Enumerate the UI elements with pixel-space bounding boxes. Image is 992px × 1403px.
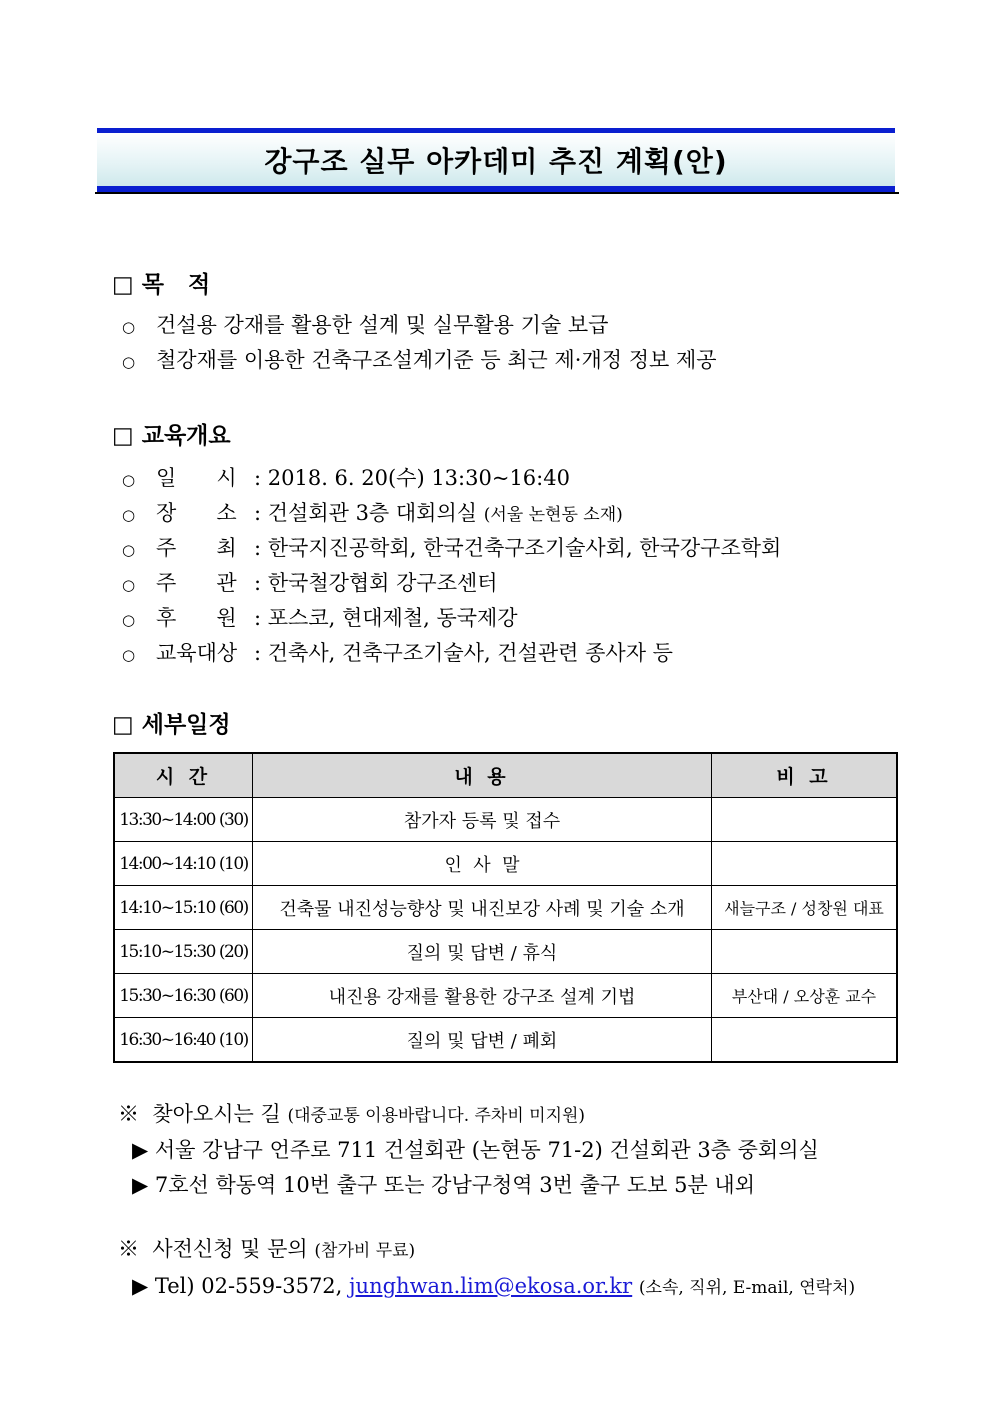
overview-item [122, 636, 673, 670]
time-cell: 15:30~16:30 (60) [114, 974, 253, 1018]
content-cell: 건축물 내진성능향상 및 내진보강 사례 및 기술 소개 [253, 886, 712, 930]
time-cell: 16:30~16:40 (10) [114, 1018, 253, 1063]
time-cell: 13:30~14:00 (30) [114, 798, 253, 842]
overview-value: : 2018. 6. 20(수) 13:30~16:40 [254, 466, 570, 490]
schedule-table [113, 752, 898, 1063]
remarks-cell [712, 1018, 898, 1063]
remarks-cell: 새늘구조 / 성창원 대표 [712, 886, 898, 930]
address-text: 서울 강남구 언주로 711 건설회관 (논현동 71-2) 건설회관 3층 중회의실 [154, 1138, 819, 1162]
overview-item [122, 531, 781, 565]
email-link[interactable]: junghwan.lim@ekosa.or.kr [349, 1274, 633, 1298]
overview-item [122, 601, 518, 635]
directions-heading-line [118, 1098, 585, 1128]
directions-item [132, 1169, 755, 1199]
table-row [114, 974, 897, 1018]
transit-text: 7호선 학동역 10번 출구 또는 강남구청역 3번 출구 도보 5분 내외 [154, 1173, 755, 1197]
arrow-icon: ▶ [132, 1173, 149, 1197]
overview-value: : 건설회관 3층 대회의실 [254, 501, 478, 525]
phone-number: Tel) 02-559-3572, [154, 1274, 343, 1298]
remarks-cell [712, 930, 898, 974]
directions-heading: ※ 찾아오시는 길 [118, 1102, 281, 1126]
purpose-item [122, 343, 717, 377]
content-cell: 질의 및 답변 / 폐회 [253, 1018, 712, 1063]
circle-bullet-icon: ○ [122, 353, 136, 371]
circle-bullet-icon: ○ [122, 318, 136, 336]
circle-bullet-icon: ○ [122, 611, 136, 629]
overview-value: : 한국지진공학회, 한국건축구조기술사회, 한국강구조학회 [254, 536, 782, 560]
content-cell: 참가자 등록 및 접수 [253, 798, 712, 842]
col-remarks: 비 고 [712, 753, 898, 798]
content-cell: 인 사 말 [253, 842, 712, 886]
section-purpose-heading: □ 목 적 [112, 272, 211, 298]
remarks-cell [712, 798, 898, 842]
remarks-cell: 부산대 / 오상훈 교수 [712, 974, 898, 1018]
overview-label: 후 원 [156, 606, 237, 630]
purpose-text: 건설용 강재를 활용한 설계 및 실무활용 기술 보급 [156, 313, 609, 337]
content-cell: 내진용 강재를 활용한 강구조 설계 기법 [253, 974, 712, 1018]
overview-label: 주 관 [156, 571, 237, 595]
overview-value: : 포스코, 현대제철, 동국제강 [254, 606, 518, 630]
section-overview-heading: □ 교육개요 [112, 423, 231, 449]
arrow-icon: ▶ [132, 1274, 149, 1298]
section-schedule-heading: □ 세부일정 [112, 712, 231, 738]
table-header-row [114, 753, 897, 798]
table-row [114, 1018, 897, 1063]
overview-label: 교육대상 [156, 641, 238, 665]
inquiry-heading-line [118, 1233, 415, 1263]
circle-bullet-icon: ○ [122, 506, 136, 524]
purpose-item [122, 308, 608, 342]
overview-extra: (서울 논현동 소재) [483, 505, 623, 525]
overview-item [122, 496, 623, 530]
purpose-text: 철강재를 이용한 건축구조설계기준 등 최근 제·개정 정보 제공 [156, 348, 717, 372]
overview-item [122, 566, 498, 600]
inquiry-heading: ※ 사전신청 및 문의 [118, 1237, 308, 1261]
circle-bullet-icon: ○ [122, 646, 136, 664]
overview-label: 일 시 [156, 466, 237, 490]
circle-bullet-icon: ○ [122, 576, 136, 594]
table-row [114, 930, 897, 974]
time-cell: 15:10~15:30 (20) [114, 930, 253, 974]
overview-label: 주 최 [156, 536, 237, 560]
inquiry-note: (참가비 무료) [314, 1241, 416, 1261]
circle-bullet-icon: ○ [122, 471, 136, 489]
time-cell: 14:00~14:10 (10) [114, 842, 253, 886]
page-title: 강구조 실무 아카데미 추진 계획(안) [264, 144, 728, 178]
time-cell: 14:10~15:10 (60) [114, 886, 253, 930]
col-time: 시 간 [114, 753, 253, 798]
title-box [97, 128, 895, 192]
directions-item [132, 1134, 819, 1164]
table-row [114, 842, 897, 886]
overview-label: 장 소 [156, 501, 237, 525]
content-cell: 질의 및 답변 / 휴식 [253, 930, 712, 974]
required-fields: (소속, 직위, E-mail, 연락처) [638, 1278, 856, 1298]
overview-value: : 건축사, 건축구조기술사, 건설관련 종사자 등 [254, 641, 673, 665]
remarks-cell [712, 842, 898, 886]
inquiry-contact [132, 1273, 855, 1298]
table-row [114, 886, 897, 930]
overview-item [122, 461, 570, 495]
arrow-icon: ▶ [132, 1138, 149, 1162]
directions-note: (대중교통 이용바랍니다. 주차비 미지원) [287, 1106, 586, 1126]
title-underline [95, 192, 899, 194]
circle-bullet-icon: ○ [122, 541, 136, 559]
table-row [114, 798, 897, 842]
col-content: 내 용 [253, 753, 712, 798]
overview-value: : 한국철강협회 강구조센터 [254, 571, 498, 595]
